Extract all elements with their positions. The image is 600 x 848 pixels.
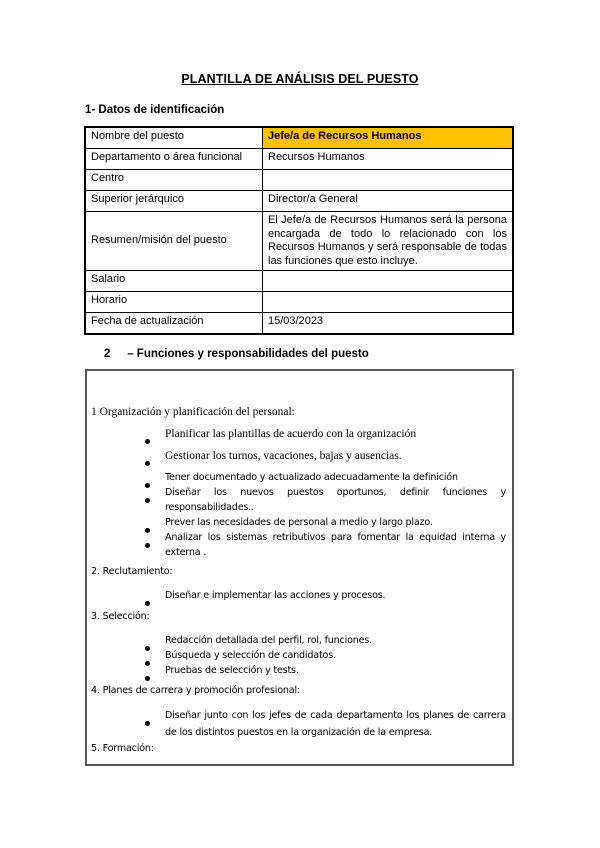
table-row [85, 191, 513, 212]
job-title-value: Jefe/a de Recursos Humanos [263, 127, 514, 149]
list-item: Planificar las plantillas de acuerdo con la organización [165, 428, 417, 440]
row-label: Resumen/misión del puesto [85, 212, 263, 271]
identification-table [84, 126, 514, 335]
table-row [85, 292, 513, 313]
table-row [85, 271, 513, 292]
list-item: Gestionar los turnos, vacaciones, bajas y ausencias. [165, 450, 402, 462]
mission-value: El Jefe/a de Recursos Humanos será la persona encargada de todo lo relacionado con los Recursos Humanos y será responsable de todas las funciones que esto incluye. [263, 212, 514, 271]
list-item: Diseñar los nuevos puestos oportunos, definir funciones y responsabilidades.. [165, 487, 506, 513]
section-1-heading: 1- Datos de identificación [85, 104, 225, 116]
list-item: Redacción detallada del perfil, rol, funciones. [165, 635, 372, 646]
bullet-icon [145, 490, 153, 508]
list-item: Diseñar junto con los jefes de cada departamento los planes de carrera de los distintos puestos en la organización de la empresa. [165, 710, 506, 738]
table-row [85, 170, 513, 191]
section-2-heading [104, 348, 369, 360]
row-label: Departamento o área funcional [85, 149, 263, 170]
list-item: Diseñar e implementar las acciones y procesos. [165, 590, 386, 601]
row-label: Salario [85, 271, 263, 292]
supervisor-value: Director/a General [263, 191, 514, 212]
group-title: 4. Planes de carrera y promoción profesional: [91, 685, 300, 696]
table-row [85, 212, 513, 271]
group-title: 1 Organización y planificación del personal: [91, 406, 295, 418]
list-item: Pruebas de selección y tests. [165, 665, 299, 676]
bullet-icon [145, 535, 153, 553]
table-row [85, 313, 513, 335]
center-value [263, 170, 514, 191]
group-title: 3. Selección: [91, 611, 150, 622]
salary-value [263, 271, 514, 292]
list-item: Analizar los sistemas retributivos para fomentar la equidad interna y externa . [165, 532, 506, 558]
group-title: 2. Reclutamiento: [91, 566, 173, 577]
bullet-icon [145, 713, 153, 731]
list-item: Búsqueda y selección de candidatos. [165, 650, 336, 661]
group-title: 5. Formación: [91, 743, 154, 754]
table-row [85, 149, 513, 170]
bullet-icon [145, 453, 153, 471]
row-label: Centro [85, 170, 263, 191]
row-label: Fecha de actualización [85, 313, 263, 335]
row-label: Horario [85, 292, 263, 313]
document-title: PLANTILLA DE ANÁLISIS DEL PUESTO [181, 72, 419, 86]
department-value: Recursos Humanos [263, 149, 514, 170]
row-label: Nombre del puesto [85, 127, 263, 149]
update-date-value: 15/03/2023 [263, 313, 514, 335]
schedule-value [263, 292, 514, 313]
list-item: Prever las necesidades de personal a medio y largo plazo. [165, 517, 433, 528]
row-label: Superior jerárquico [85, 191, 263, 212]
bullet-icon [145, 668, 153, 686]
list-item: Tener documentado y actualizado adecuadamente la definición [165, 472, 458, 483]
functions-box [85, 369, 514, 766]
section-number: 2 [104, 348, 111, 360]
section-title: – Funciones y responsabilidades del puesto [127, 348, 369, 360]
bullet-icon [145, 593, 153, 611]
bullet-icon [145, 431, 153, 449]
table-row [85, 127, 513, 149]
